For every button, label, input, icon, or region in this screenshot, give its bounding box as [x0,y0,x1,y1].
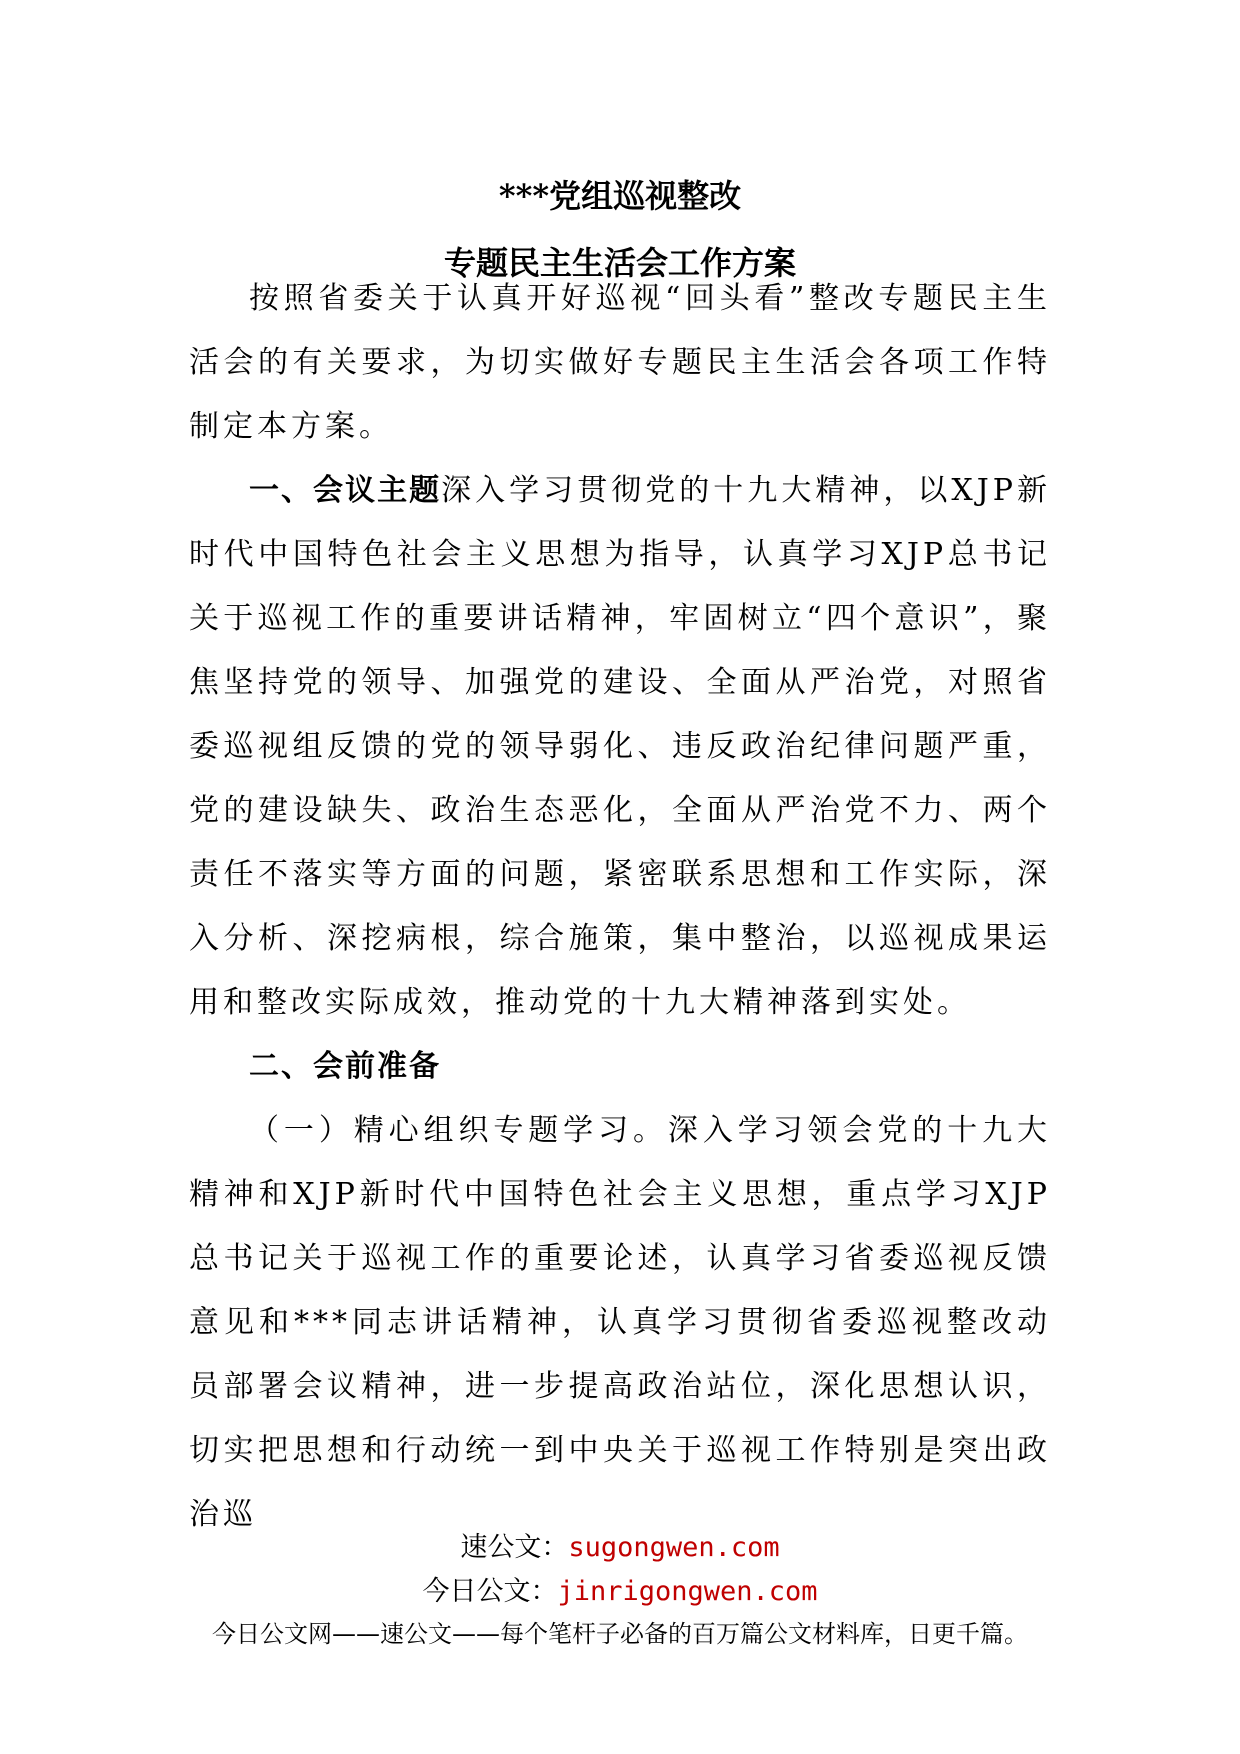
document-title-line-1: ***党组巡视整改 [498,177,742,215]
footer-label-jinrigongwen: 今日公文： [422,1576,558,1607]
document-title-line-2: 专题民主生活会工作方案 [443,244,796,282]
section-1-paragraph [189,459,1051,1035]
document-body [189,267,1051,1547]
footer-line-1 [0,1530,1240,1566]
footer-link-jinrigongwen[interactable]: jinrigongwen.com [557,1576,818,1607]
footer-line-2 [0,1574,1240,1610]
section-2-heading: 二、会前准备 [249,1049,441,1084]
footer-link-sugongwen[interactable]: sugongwen.com [568,1532,780,1563]
section-2-sub-1-text: 深入学习领会党的十九大精神和XJP新时代中国特色社会主义思想，重点学习XJP总书记关于巡视工作的重要论述，认真学习省委巡视反馈意见和***同志讲话精神，认真学习贯彻省委巡视整改动员部署会议精神，进一步提高政治站位，深化思想认识，切实把思想和行动统一到中央关于巡视工作特别是突出政治巡 [189,1113,1052,1532]
section-2-sub-1-heading: （一）精心组织专题学习。 [249,1113,668,1148]
section-2-sub-1-paragraph [189,1099,1051,1547]
footer-slogan: 今日公文网——速公文——每个笔杆子必备的百万篇公文材料库，日更千篇。 [212,1620,1028,1648]
section-1-heading: 一、会议主题 [249,473,442,508]
intro-paragraph: 按照省委关于认真开好巡视“回头看”整改专题民主生活会的有关要求，为切实做好专题民主生活会各项工作特制定本方案。 [189,281,1051,444]
footer-label-sugongwen: 速公文： [460,1532,569,1563]
section-1-text: 深入学习贯彻党的十九大精神，以XJP新时代中国特色社会主义思想为指导，认真学习XJP总书记关于巡视工作的重要讲话精神，牢固树立“四个意识”，聚焦坚持党的领导、加强党的建设、全面从严治党，对照省委巡视组反馈的党的领导弱化、违反政治纪律问题严重，党的建设缺失、政治生态恶化，全面从严治党不力、两个责任不落实等方面的问题，紧密联系思想和工作实际，深入分析、深挖病根，综合施策，集中整治，以巡视成果运用和整改实际成效，推动党的十九大精神落到实处。 [189,473,1052,1020]
